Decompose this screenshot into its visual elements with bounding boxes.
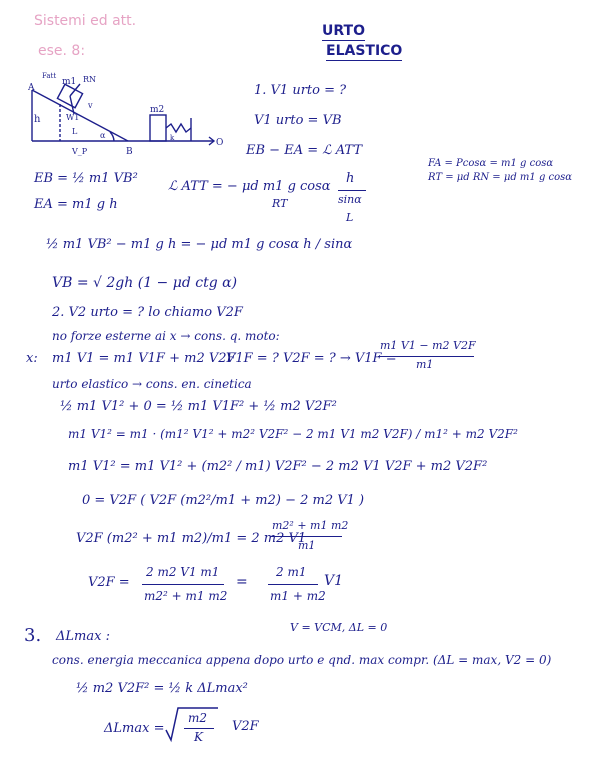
eq-under-rt: RT [272,197,288,210]
eq-under-l: L [346,211,354,224]
v2f-simplified-bar [268,584,318,585]
part2-x-label: x: [26,351,38,366]
eq-unknowns: V1F = ? V2F = ? → V1F = [226,351,397,366]
eq-kinetic-1: ½ m1 V1² + 0 = ½ m1 V1F² + ½ m2 V2F² [60,399,337,414]
v2f-num: 2 m2 V1 m1 [146,565,220,579]
spring [166,124,191,132]
incline-diagram [28,68,228,158]
diagram-label-vp: V_P [72,147,88,156]
page-title: URTO [322,24,365,41]
eq-kinetic-5: V2F (m2² + m1 m2)/m1 = 2 m2 V1 [76,531,307,546]
block-m2 [150,115,166,141]
part3-condition: V = VCM, ΔL = 0 [290,621,388,634]
v2f-equals: = [236,574,248,590]
ke5-side-num: m2² + m1 m2 [272,519,349,532]
diagram-label-k: k [170,134,175,142]
eq-vb-result: VB = √ 2gh (1 − μd ctg α) [52,275,238,291]
eq-energy-balance: ½ m1 VB² − m1 g h = − μd m1 g cosα h / sinα [46,237,353,252]
v2f-den: m2² + m1 m2 [144,589,228,603]
sqrt-num: m2 [188,711,208,725]
exercise-label: ese. 8: [38,43,86,59]
diagram-label-rn: RN [83,75,97,84]
diagram-label-w1: W1 [66,113,80,122]
part2-note1: no forze esterne ai x → cons. q. moto: [52,329,280,343]
part2-question: 2. V2 urto = ? lo chiamo V2F [52,305,243,320]
delta-l-tail: V2F [232,719,259,734]
diagram-label-a: A [28,83,35,93]
eq-momentum: m1 V1 = m1 V1F + m2 V2F [52,351,236,366]
part1-eq1: V1 urto = VB [254,113,342,128]
eq-l-frac-bar [338,190,366,191]
ke5-side-den: m1 [298,539,316,552]
diagram-label-v: v [88,101,93,110]
v1f-bar [378,356,474,357]
v2f-label: V2F = [88,575,130,590]
sqrt-den: K [194,730,203,744]
eq-kinetic-3: m1 V1² = m1 V1² + (m2² / m1) V2F² − 2 m2 V1 V2F + m2 V2F² [68,459,488,474]
v1f-num: m1 V1 − m2 V2F [380,339,476,352]
eq-spring-energy: ½ m2 V2F² = ½ k ΔLmax² [76,681,248,696]
eq-l-frac-den: sinα [338,193,362,206]
diagram-label-m1: m1 [62,77,77,87]
side-note-1: FA = Pcosα = m1 g cosα [428,158,554,169]
course-label: Sistemi ed att. [34,13,137,29]
sqrt-bar [184,728,214,729]
eq-eb: EB = ½ m1 VB² [34,171,138,186]
eq-l-att: ℒ ATT = − μd m1 g cosα [168,179,331,194]
diagram-label-l: L [72,127,78,136]
diagram-label-h: h [34,114,41,125]
diagram-label-o: O [216,138,224,148]
v1f-den: m1 [416,358,434,371]
eq-kinetic-2: m1 V1² = m1 · (m1² V1² + m2² V2F² − 2 m1 V1 m2 V2F) / m1² + m2 V2F² [68,427,518,441]
part1-question: 1. V1 urto = ? [254,83,347,98]
part3-number: 3. [24,625,42,646]
eq-kinetic-4: 0 = V2F ( V2F (m2²/m1 + m2) − 2 m2 V1 ) [82,493,365,508]
delta-l-label: ΔLmax = [104,721,165,736]
diagram-label-fatt: Fatt [42,72,57,80]
ke5-side-bar [270,536,342,537]
v2f-tail: V1 [324,573,344,589]
part3-note: cons. energia meccanica appena dopo urto e qnd. max compr. (ΔL = max, V2 = 0) [52,653,552,667]
eq-l-frac-num: h [346,171,355,186]
v2f-simplified-den: m1 + m2 [270,589,326,603]
side-note-2: RT = μd RN = μd m1 g cosα [428,172,573,183]
part3-label: ΔLmax : [56,629,110,644]
part1-eq2: EB − EA = ℒ ATT [246,143,362,158]
diagram-label-alpha: α [100,131,106,140]
page-subtitle: ELASTICO [326,44,402,61]
diagram-label-m2: m2 [150,105,165,115]
eq-ea: EA = m1 g h [34,197,118,212]
diagram-label-b: B [126,147,133,157]
v2f-simplified-num: 2 m1 [276,565,307,579]
part2-note2: urto elastico → cons. en. cinetica [52,377,252,391]
v2f-bar [142,584,224,585]
